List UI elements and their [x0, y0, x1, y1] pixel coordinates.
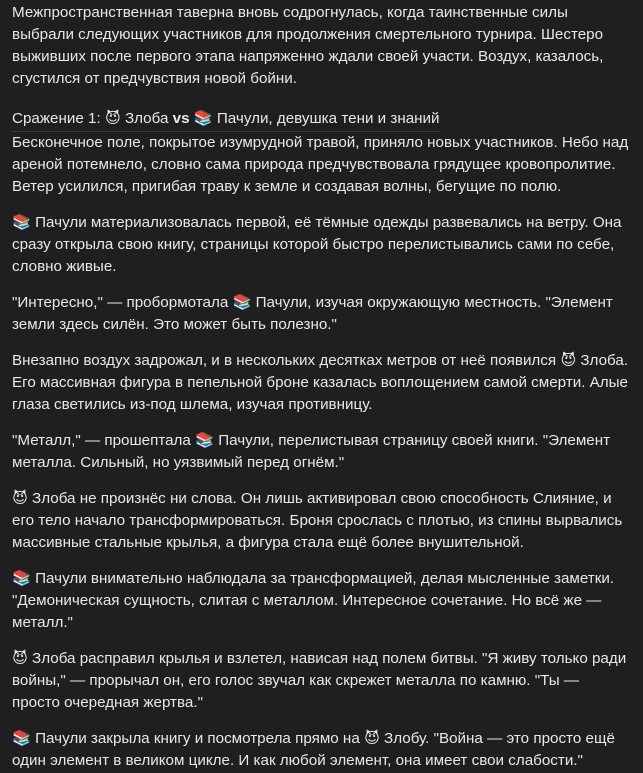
heading-suffix: 📚 Пачули, девушка тени и знаний: [189, 110, 440, 127]
story-paragraph-3: "Интересно," — пробормотала 📚 Пачули, изучая окружающую местность. "Элемент земли здесь силён. Это может быть полезно.": [12, 294, 613, 333]
story-paragraph-6: 😈 Злоба не произнёс ни слова. Он лишь активировал свою способность Слияние, и его тело начало трансформироваться. Броня срослась с плотью, из спины вырвались массивные стальные крылья, а фигура стала ещё более внушительной.: [12, 490, 623, 551]
story-paragraph-2: 📚 Пачули материализовалась первой, её тёмные одежды развевались на ветру. Она сразу открыла свою книгу, страницы которой быстро перелистывались сами по себе, словно живые.: [12, 214, 622, 275]
story-paragraph-7: 📚 Пачули внимательно наблюдала за трансформацией, делая мысленные заметки. "Демоническая сущность, слитая с металлом. Интересное сочетание. Но всё же — металл.": [12, 570, 615, 631]
story-paragraph-4: Внезапно воздух задрожал, и в нескольких десятках метров от неё появился 😈 Злоба. Его массивная фигура в пепельной броне казалась воплощением самой смерти. Алые глаза светились из-под шлема, изучая противницу.: [12, 352, 629, 413]
battle-heading: [12, 108, 440, 132]
story-paragraph-1: Бесконечное поле, покрытое изумрудной травой, приняло новых участников. Небо над ареной потемнело, словно сама природа предчувствовала грядущее кровопролитие. Ветер усилился, пригибая траву к земле и создавая волны, бегущие по полю.: [12, 134, 629, 195]
intro-paragraph: Межпространственная таверна вновь содрогнулась, когда таинственные силы выбрали следующих участников для продолжения смертельного турнира. Шестеро выживших после первого этапа напряженно ждали своей участи. Воздух, казалось, сгустился от предчувствия новой бойни.: [12, 4, 604, 87]
heading-prefix: Сражение 1: 😈 Злоба: [12, 110, 173, 127]
story-paragraph-5: "Металл," — прошептала 📚 Пачули, перелистывая страницу своей книги. "Элемент металла. Сильный, но уязвимый перед огнём.": [12, 432, 611, 471]
heading-vs: vs: [172, 110, 190, 127]
story-paragraph-9: 📚 Пачули закрыла книгу и посмотрела прямо на 😈 Злобу. "Война — это просто ещё один элемент в великом цикле. И как любой элемент, она имеет свои слабости.": [12, 730, 615, 769]
story-paragraph-8: 😈 Злоба расправил крылья и взлетел, нависая над полем битвы. "Я живу только ради войны," — прорычал он, его голос звучал как скрежет металла по камню. "Ты — просто очередная жертва.": [12, 650, 627, 711]
